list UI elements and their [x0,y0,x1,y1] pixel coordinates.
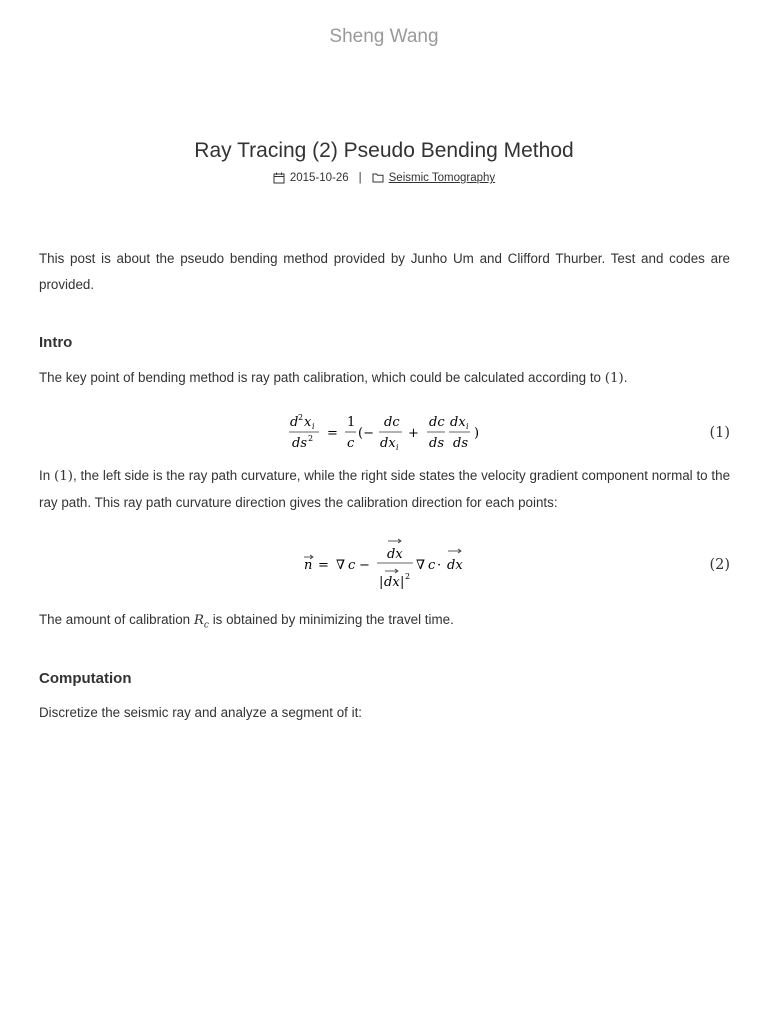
site-title-link[interactable]: Sheng Wang [329,26,439,47]
svg-text:−: − [359,558,370,573]
svg-text:dx: dx [447,558,463,573]
svg-text:ds: ds [292,436,307,451]
meta-separator: | [358,172,362,185]
keypoint-text: The key point of bending method is ray path calibration, which could be calculated according to [39,370,605,385]
calendar-icon [273,172,285,184]
svg-text:i: i [312,422,315,431]
svg-text:i: i [466,422,469,431]
svg-text:1: 1 [347,415,356,430]
equation-2-formula [39,534,730,596]
equation-1 [39,408,730,458]
svg-text:i: i [396,443,399,452]
svg-text:2: 2 [298,413,304,422]
svg-text:x: x [304,415,312,430]
calibration-symbol-subscript: c [203,620,209,631]
calibration-text-start: The amount of calibration [39,612,194,627]
section-heading-computation: Computation [39,670,132,687]
svg-text:∇: ∇ [336,558,346,573]
equation-2-number: (2) [709,557,730,573]
folder-icon [372,172,384,184]
curvature-paragraph [39,463,730,515]
equation-1-number: (1) [709,425,730,441]
svg-text:dx: dx [384,575,400,590]
intro-paragraph: This post is about the pseudo bending method provided by Junho Um and Clifford Thurber. Test and codes are provided. [39,251,730,292]
section-heading-intro: Intro [39,334,73,351]
svg-text:c: c [347,436,355,451]
svg-text:dx: dx [380,436,396,451]
svg-text:=: = [318,558,329,573]
post-title: Ray Tracing (2) Pseudo Bending Method [194,139,574,162]
svg-text:dx: dx [450,415,466,430]
svg-text:): ) [474,426,480,441]
svg-text:ds: ds [453,436,468,451]
svg-text:dc: dc [384,415,400,430]
svg-text:d: d [290,415,299,430]
svg-text:+: + [408,426,419,441]
equation-2 [39,534,730,596]
equation-1-formula [39,408,730,458]
svg-text:·: · [437,558,442,573]
svg-text:|: | [400,575,405,590]
curvature-text: , the left side is the ray path curvature, while the right side states the velocity gradient component normal to the ray path. This ray path curvature direction gives the calibration direction for each points: [39,468,731,510]
svg-text:dc: dc [429,415,445,430]
svg-text:2: 2 [405,572,411,581]
curvature-text-start: In [39,468,54,483]
svg-text:(−: (− [358,426,374,441]
svg-text:c: c [428,558,436,573]
calibration-text-end: is obtained by minimizing the travel time. [208,612,454,627]
svg-text:|: | [379,575,384,590]
category-link[interactable]: Seismic Tomography [388,172,496,185]
svg-text:dx: dx [387,547,403,562]
svg-text:=: = [327,426,338,441]
eq-ref-1-inline[interactable]: (1) [53,469,73,484]
calibration-paragraph [39,607,730,639]
svg-text:2: 2 [308,434,314,443]
eq-ref-1[interactable]: (1) [604,371,624,386]
post-date: 2015-10-26 [289,172,349,185]
discretize-paragraph: Discretize the seismic ray and analyze a segment of it: [39,705,363,720]
keypoint-end: . [623,370,628,385]
calibration-symbol: R [193,613,204,628]
keypoint-paragraph [39,365,730,392]
svg-text:ds: ds [429,436,444,451]
svg-text:∇: ∇ [416,558,426,573]
post-meta [0,172,768,184]
svg-text:n: n [304,558,313,573]
svg-text:c: c [348,558,356,573]
